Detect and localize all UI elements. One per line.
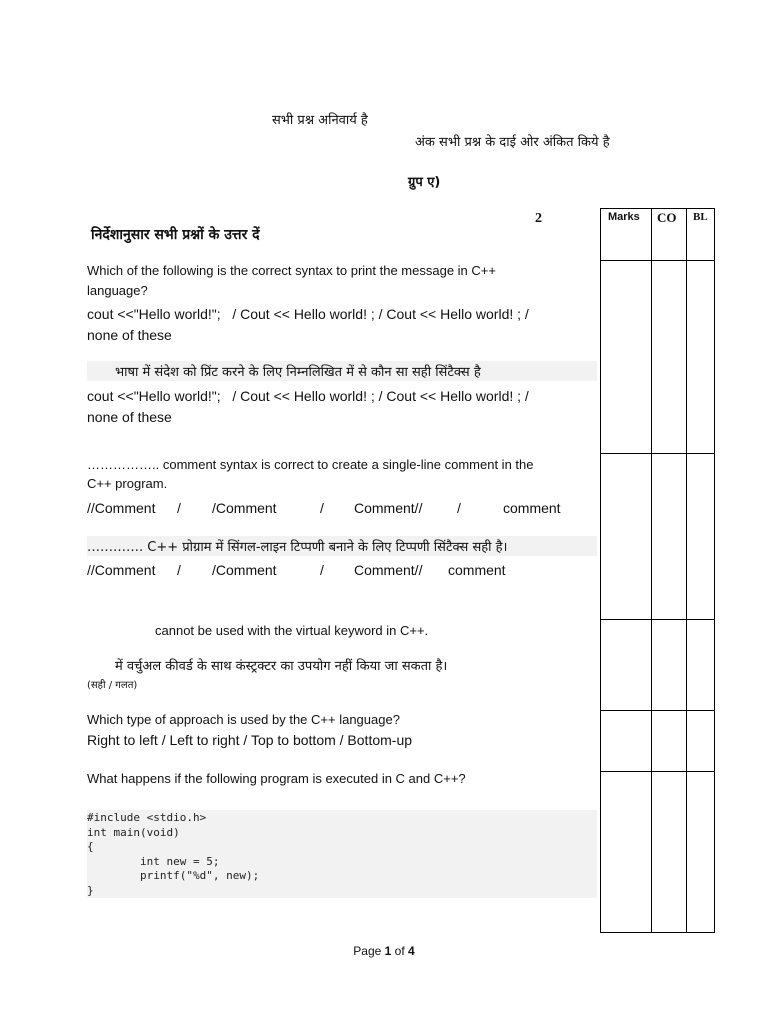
all-compulsory-note: सभी प्रश्न अनिवार्य है (272, 113, 368, 128)
q2-option: //Comment (87, 500, 156, 516)
marks-table (600, 208, 715, 933)
q5-text: What happens if the following program is executed in C and C++? (87, 771, 466, 786)
q1-hindi-options-line1: cout <<"Hello world!"; / Cout << Hello world! ; / Cout << Hello world! ; / (87, 388, 529, 404)
q1-text-line2: language? (87, 283, 148, 298)
marks-note: अंक सभी प्रश्न के दाई ओर अंकित किये है (415, 135, 610, 150)
q1-options-line2: none of these (87, 327, 172, 343)
page-of: of (391, 944, 409, 958)
q1-hindi-text: भाषा में संदेश को प्रिंट करने के लिए निम्नलिखित में से कौन सा सही सिंटैक्स है (115, 365, 481, 380)
q2-text-line1: …………….. comment syntax is correct to create a single-line comment in the (87, 457, 534, 472)
bl-column-header: BL (693, 211, 708, 223)
q3-text: cannot be used with the virtual keyword in C++. (155, 623, 429, 638)
q1-text-line1: Which of the following is the correct syntax to print the message in C++ (87, 263, 496, 278)
co-column-header: CO (657, 210, 677, 225)
q3-hindi-text: में वर्चुअल कीवर्ड के साथ कंस्ट्रक्टर का उपयोग नहीं किया जा सकता है। (115, 659, 448, 674)
page-footer (0, 944, 768, 958)
page-prefix: Page (353, 944, 385, 958)
q2-options (0, 500, 600, 520)
q2-hindi-option: Comment// (354, 562, 423, 578)
page-total: 4 (408, 944, 415, 958)
q2-hindi-option: comment (448, 562, 506, 578)
q2-separator: / (457, 500, 461, 516)
q1-hindi-options-line2: none of these (87, 409, 172, 425)
q2-hindi-option: /Comment (212, 562, 277, 578)
q2-hindi-separator: / (177, 562, 181, 578)
marks-column-header: Marks (608, 211, 640, 223)
q2-separator: / (320, 500, 324, 516)
q3-true-false: (सही / गलत) (87, 680, 138, 691)
q2-hindi-text: …………. C++ प्रोग्राम में सिंगल-लाइन टिप्पणी बनाने के लिए टिप्पणी सिंटैक्स सही है। (87, 540, 508, 555)
q2-option: /Comment (212, 500, 277, 516)
q4-options: Right to left / Left to right / Top to bottom / Bottom-up (87, 732, 413, 748)
q4-text: Which type of approach is used by the C++ language? (87, 712, 400, 727)
code-listing: #include <stdio.h> int main(void) { int new = 5; printf("%d", new); } (87, 811, 260, 897)
q1-options-line1: cout <<"Hello world!"; / Cout << Hello world! ; / Cout << Hello world! ; / (87, 306, 529, 322)
section-instruction: निर्देशानुसार सभी प्रश्नों के उत्तर दें (91, 227, 260, 243)
q2-hindi-option: //Comment (87, 562, 156, 578)
q2-hindi-separator: / (320, 562, 324, 578)
q2-option: comment (503, 500, 561, 516)
q2-hindi-options (0, 562, 600, 582)
q2-separator: / (177, 500, 181, 516)
q2-text-line2: C++ program. (87, 476, 168, 491)
code-block (87, 810, 597, 898)
section-marks: 2 (535, 211, 542, 226)
q2-option: Comment// (354, 500, 423, 516)
group-heading: ग्रुप ए) (408, 175, 441, 190)
page-number: 1 (384, 944, 392, 958)
